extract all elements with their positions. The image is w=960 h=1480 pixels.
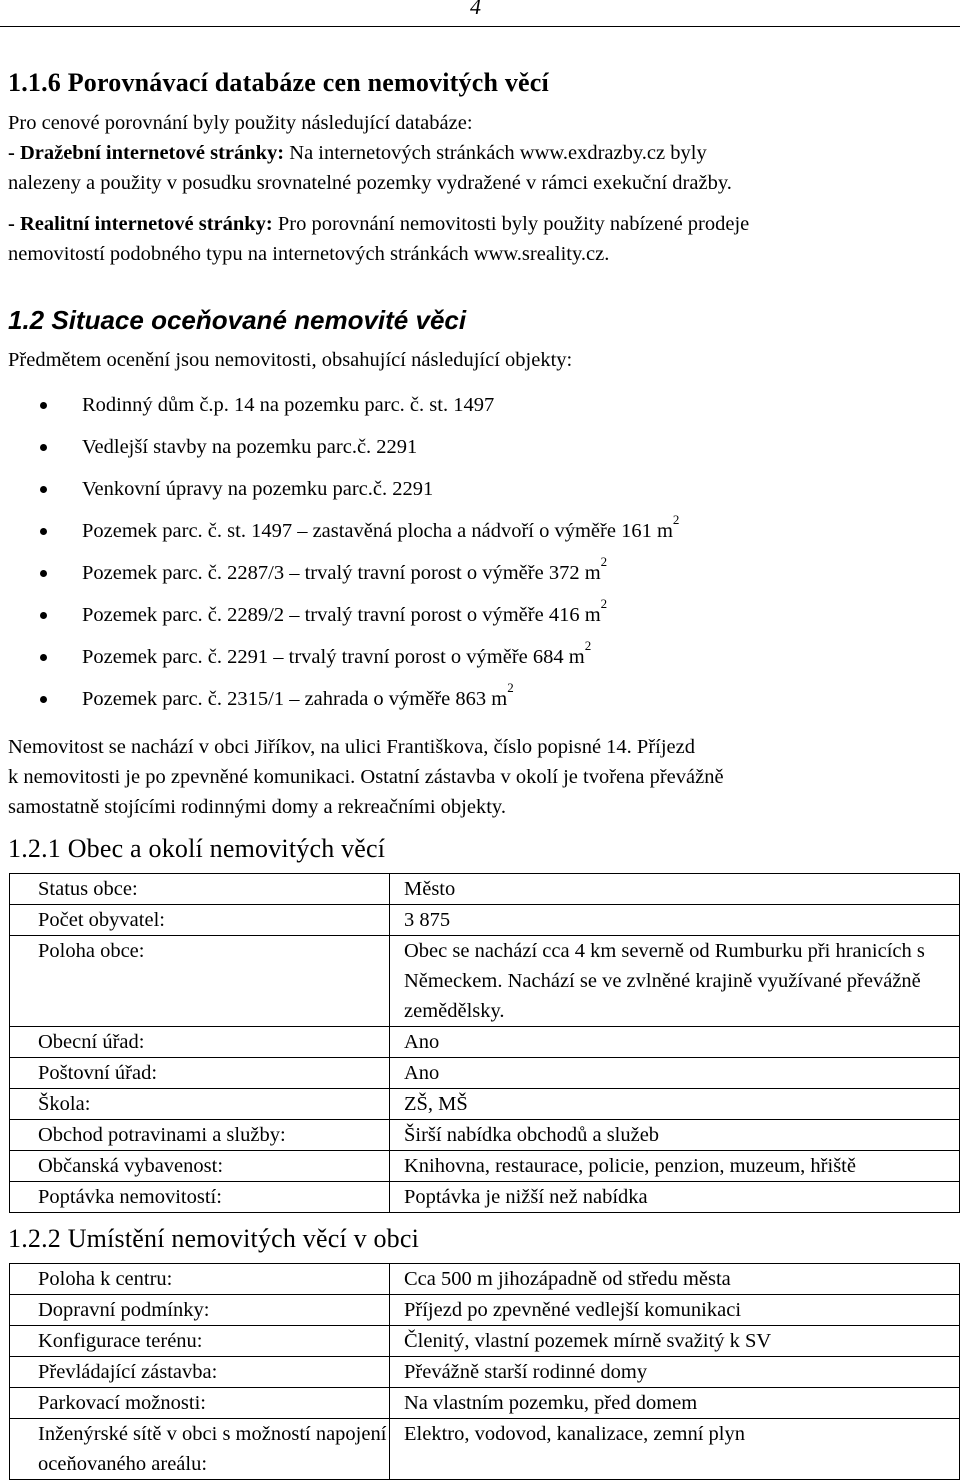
list-item-text: Venkovní úpravy na pozemku parc.č. 2291 [82, 478, 434, 500]
bullet-icon [40, 612, 47, 619]
table-row [10, 1151, 960, 1182]
bullet-icon [40, 570, 47, 577]
table-cell-value: Ano [390, 1027, 960, 1058]
table-row [10, 905, 960, 936]
table-cell-label: Převládající zástavba: [10, 1357, 390, 1388]
table-cell-label: Inženýrské sítě v obci s možností napojení oceňovaného areálu: [10, 1419, 390, 1480]
objects-intro: Předmětem ocenění jsou nemovitosti, obsahující následující objekty: [8, 349, 573, 371]
superscript: 2 [600, 554, 608, 569]
bullet-icon [40, 528, 47, 535]
auction-sites-line [8, 138, 707, 168]
table-cell-value: Převážně starší rodinné domy [390, 1357, 960, 1388]
list-item-text: Pozemek parc. č. 2287/3 – trvalý travní porost o výměře 372 m [82, 562, 601, 584]
bullet-icon [40, 486, 47, 493]
heading-1-1-6: 1.1.6 Porovnávací databáze cen nemovitých věcí [8, 68, 549, 97]
databases-intro: Pro cenové porovnání byly použity následující databáze: [8, 112, 473, 134]
table-row [10, 1182, 960, 1213]
table-cell-label: Obchod potravinami a služby: [10, 1120, 390, 1151]
table-cell-value: Na vlastním pozemku, před domem [390, 1388, 960, 1419]
table-row [10, 1120, 960, 1151]
table-cell-value: Poptávka je nižší než nabídka [390, 1182, 960, 1213]
table-row [10, 1027, 960, 1058]
table-cell-label: Dopravní podmínky: [10, 1295, 390, 1326]
superscript: 2 [584, 638, 592, 653]
table-cell-value: Ano [390, 1058, 960, 1089]
table-cell-label: Občanská vybavenost: [10, 1151, 390, 1182]
table-cell-value: Příjezd po zpevněné vedlejší komunikaci [390, 1295, 960, 1326]
table-cell-value: Širší nabídka obchodů a služeb [390, 1120, 960, 1151]
table-cell-label: Obecní úřad: [10, 1027, 390, 1058]
table-cell-value: ZŠ, MŠ [390, 1089, 960, 1120]
table-cell-value: Obec se nachází cca 4 km severně od Rumburku při hranicích s Německem. Nachází se ve zvlněné krajině využívané převážně zemědělsky. [390, 936, 960, 1027]
location-paragraph-2: k nemovitosti je po zpevněné komunikaci. Ostatní zástavba v okolí je tvořena převážně [8, 766, 724, 788]
superscript: 2 [672, 512, 680, 527]
table-cell-value: Elektro, vodovod, kanalizace, zemní plyn [390, 1419, 960, 1480]
location-paragraph-1: Nemovitost se nachází v obci Jiříkov, na ulici Františkova, číslo popisné 14. Příjezd [8, 736, 696, 758]
table-row [10, 874, 960, 905]
table-cell-label: Konfigurace terénu: [10, 1326, 390, 1357]
bullet-icon [40, 402, 47, 409]
location-paragraph-3: samostatně stojícími rodinnými domy a rekreačními objekty. [8, 796, 506, 818]
auction-sites-text: Na internetových stránkách www.exdrazby.cz byly [284, 142, 707, 164]
municipality-table [9, 873, 960, 1213]
realty-sites-line [8, 209, 749, 239]
table-cell-label: Poloha k centru: [10, 1264, 390, 1295]
table-row [10, 936, 960, 1027]
list-item-text: Pozemek parc. č. 2289/2 – trvalý travní porost o výměře 416 m [82, 604, 601, 626]
table-row [10, 1264, 960, 1295]
heading-1-2-1: 1.2.1 Obec a okolí nemovitých věcí [8, 834, 386, 863]
auction-sites-line-2: nalezeny a použity v posudku srovnatelné pozemky vydražené v rámci exekuční dražby. [8, 172, 732, 194]
table-cell-label: Škola: [10, 1089, 390, 1120]
list-item-text: Pozemek parc. č. st. 1497 – zastavěná plocha a nádvoří o výměře 161 m [82, 520, 673, 542]
table-cell-label: Počet obyvatel: [10, 905, 390, 936]
realty-sites-line-2: nemovitostí podobného typu na internetových stránkách www.sreality.cz. [8, 243, 610, 265]
superscript: 2 [507, 680, 514, 695]
bullet-icon [40, 654, 47, 661]
heading-1-2-2: 1.2.2 Umístění nemovitých věcí v obci [8, 1224, 420, 1253]
table-row [10, 1089, 960, 1120]
table-cell-label: Poptávka nemovitostí: [10, 1182, 390, 1213]
table-cell-value: Město [390, 874, 960, 905]
table-row [10, 1058, 960, 1089]
heading-1-2: 1.2 Situace oceňované nemovité věci [8, 305, 467, 335]
table-row [10, 1388, 960, 1419]
table-row [10, 1295, 960, 1326]
realty-sites-text: Pro porovnání nemovitosti byly použity nabízené prodeje [272, 213, 750, 235]
table-row [10, 1326, 960, 1357]
bullet-icon [40, 444, 47, 451]
table-cell-label: Parkovací možnosti: [10, 1388, 390, 1419]
list-item-text: Rodinný dům č.p. 14 na pozemku parc. č. st. 1497 [82, 394, 495, 416]
table-cell-label: Poloha obce: [10, 936, 390, 1027]
page-number: 4 [470, 0, 481, 19]
superscript: 2 [600, 596, 608, 611]
realty-sites-label: - Realitní internetové stránky: [8, 213, 273, 235]
table-cell-value: 3 875 [390, 905, 960, 936]
list-item-text: Vedlejší stavby na pozemku parc.č. 2291 [82, 436, 418, 458]
list-item-text: Pozemek parc. č. 2315/1 – zahrada o výměře 863 m [82, 688, 508, 710]
table-cell-value: Členitý, vlastní pozemek mírně svažitý k SV [390, 1326, 960, 1357]
list-item-text: Pozemek parc. č. 2291 – trvalý travní porost o výměře 684 m [82, 646, 585, 668]
table-cell-label: Status obce: [10, 874, 390, 905]
header-rule [0, 26, 960, 27]
bullet-icon [40, 696, 47, 703]
table-cell-value: Knihovna, restaurace, policie, penzion, muzeum, hřiště [390, 1151, 960, 1182]
table-row [10, 1419, 960, 1480]
table-row [10, 1357, 960, 1388]
table-cell-value: Cca 500 m jihozápadně od středu města [390, 1264, 960, 1295]
placement-table [9, 1263, 960, 1480]
auction-sites-label: - Dražební internetové stránky: [8, 142, 285, 164]
table-cell-label: Poštovní úřad: [10, 1058, 390, 1089]
